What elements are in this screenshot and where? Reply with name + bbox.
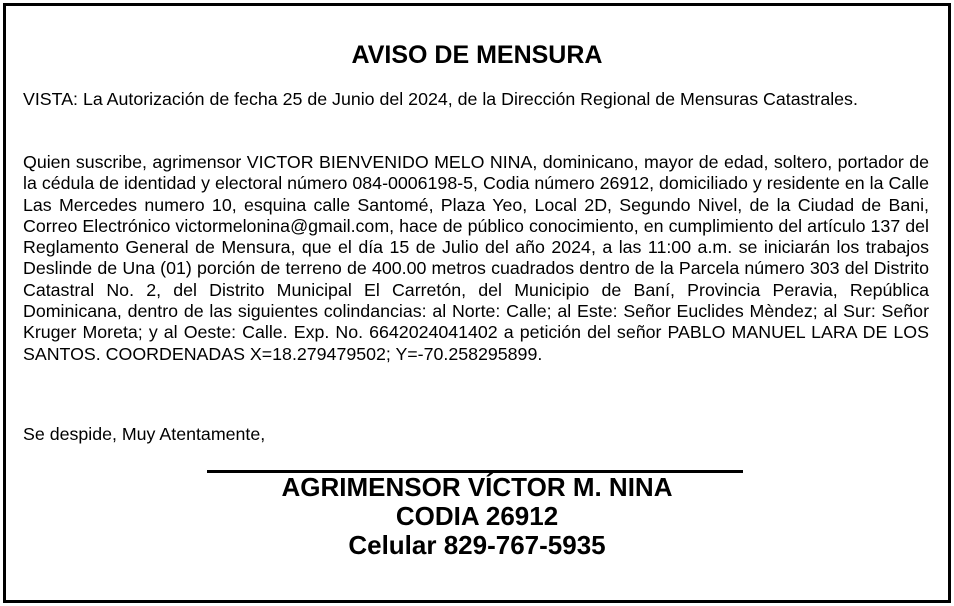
signature-block <box>6 473 948 560</box>
signer-codia: CODIA 26912 <box>395 501 559 531</box>
signer-name: AGRIMENSOR VÍCTOR M. NINA <box>281 472 673 502</box>
authorization-paragraph: VISTA: La Autorización de fecha 25 de Junio del 2024, de la Dirección Regional de Mensuras Catastrales. <box>23 89 858 109</box>
notice-body-paragraph: Quien suscribe, agrimensor VICTOR BIENVENIDO MELO NINA, dominicano, mayor de edad, soltero, portador de la cédula de identidad y electoral número 084-0006198-5, Codia número 26912, domiciliado y residente en la Calle Las Mercedes numero 10, esquina calle Santomé, Plaza Yeo, Local 2D, Segundo Nivel, de la Ciudad de Bani, Correo Electrónico victormelonina@gmail.com, hace de público conocimiento, en cumplimiento del artículo 137 del Reglamento General de Mensura, que el día 15 de Julio del año 2024, a las 11:00 a.m. se iniciarán los trabajos Deslinde de Una (01) porción de terreno de 400.00 metros cuadrados dentro de la Parcela número 303 del Distrito Catastral No. 2, del Distrito Municipal El Carretón, del Municipio de Baní, Provincia Peravia, República Dominicana, dentro de las siguientes colindancias: al Norte: Calle; al Este: Señor Euclides Mèndez; al Sur: Señor Kruger Moreta; y al Oeste: Calle. Exp. No. 6642024041402 a petición del señor PABLO MANUEL LARA DE LOS SANTOS. COORDENADAS X=18.279479502; Y=-70.258295899. <box>23 152 929 364</box>
signer-phone: Celular 829-767-5935 <box>348 530 606 560</box>
notice-title: AVISO DE MENSURA <box>351 41 603 69</box>
notice-frame <box>3 3 951 603</box>
closing-text: Se despide, Muy Atentamente, <box>23 424 266 444</box>
